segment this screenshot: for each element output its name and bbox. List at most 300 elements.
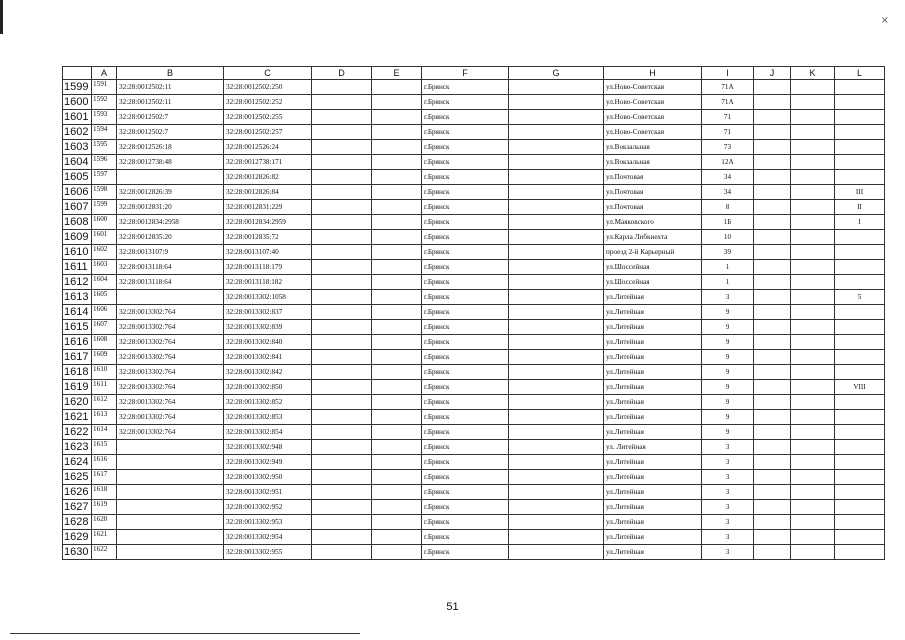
cell-b: 32:28:0013302:764 (117, 410, 224, 425)
row-number: 1607 (63, 200, 92, 215)
cell-a: 1598 (92, 185, 117, 200)
cell-c: 32:28:0013118:182 (224, 275, 312, 290)
cell-f: г.Брянск (422, 200, 509, 215)
cell-e (372, 185, 422, 200)
cell-f: г.Брянск (422, 455, 509, 470)
cell-d (312, 365, 372, 380)
cell-h: ул.Ново-Советская (604, 110, 702, 125)
table-row (63, 155, 885, 170)
cell-d (312, 395, 372, 410)
column-header-h: H (604, 67, 702, 80)
table-row (63, 305, 885, 320)
cell-c: 32:28:0013302:951 (224, 485, 312, 500)
cell-c: 32:28:0013107:40 (224, 245, 312, 260)
cell-b (117, 290, 224, 305)
cell-b: 32:28:0012526:18 (117, 140, 224, 155)
cell-i: 71А (702, 80, 754, 95)
cell-a: 1607 (92, 320, 117, 335)
cell-i: 9 (702, 350, 754, 365)
cell-b: 32:28:0012502:11 (117, 95, 224, 110)
cell-h: ул.Литейная (604, 470, 702, 485)
cell-a: 1595 (92, 140, 117, 155)
table-row (63, 95, 885, 110)
cell-d (312, 245, 372, 260)
table-row (63, 110, 885, 125)
cell-d (312, 155, 372, 170)
cell-l (835, 455, 885, 470)
column-header-k: K (791, 67, 835, 80)
cell-b (117, 545, 224, 560)
cell-h: ул.Литейная (604, 365, 702, 380)
row-number: 1604 (63, 155, 92, 170)
cell-i: 9 (702, 425, 754, 440)
cell-f: г.Брянск (422, 185, 509, 200)
row-number: 1621 (63, 410, 92, 425)
cell-g (509, 515, 604, 530)
cell-j (754, 500, 791, 515)
cell-e (372, 500, 422, 515)
cell-e (372, 290, 422, 305)
cell-e (372, 515, 422, 530)
cell-e (372, 110, 422, 125)
cell-j (754, 365, 791, 380)
table-row (63, 365, 885, 380)
cell-l: VIII (835, 380, 885, 395)
cell-l: I (835, 215, 885, 230)
table-row (63, 290, 885, 305)
cell-c: 32:28:0013302:950 (224, 470, 312, 485)
cell-b: 32:28:0012834:2958 (117, 215, 224, 230)
cell-g (509, 425, 604, 440)
table-row (63, 530, 885, 545)
cell-a: 1618 (92, 485, 117, 500)
cell-g (509, 395, 604, 410)
cell-e (372, 245, 422, 260)
cell-h: ул.Литейная (604, 425, 702, 440)
cell-b (117, 515, 224, 530)
cell-d (312, 215, 372, 230)
cell-h: ул.Литейная (604, 530, 702, 545)
cell-k (791, 80, 835, 95)
cell-c: 32:28:0013302:852 (224, 395, 312, 410)
cell-l (835, 230, 885, 245)
cell-h: ул.Маяковского (604, 215, 702, 230)
cell-f: г.Брянск (422, 320, 509, 335)
cell-e (372, 230, 422, 245)
cell-c: 32:28:0013302:949 (224, 455, 312, 470)
cell-g (509, 530, 604, 545)
cell-g (509, 440, 604, 455)
cell-f: г.Брянск (422, 215, 509, 230)
cell-d (312, 545, 372, 560)
cell-g (509, 185, 604, 200)
cell-h: ул.Вокзальная (604, 155, 702, 170)
cell-f: г.Брянск (422, 365, 509, 380)
row-number: 1623 (63, 440, 92, 455)
row-number: 1603 (63, 140, 92, 155)
cell-k (791, 425, 835, 440)
cell-d (312, 125, 372, 140)
cell-e (372, 470, 422, 485)
cell-c: 32:28:0012834:2959 (224, 215, 312, 230)
cell-l (835, 350, 885, 365)
cell-h: ул.Шоссейная (604, 275, 702, 290)
column-header-f: F (422, 67, 509, 80)
cell-f: г.Брянск (422, 470, 509, 485)
cell-j (754, 425, 791, 440)
cell-i: 9 (702, 395, 754, 410)
cell-g (509, 455, 604, 470)
cell-c: 32:28:0012826:82 (224, 170, 312, 185)
cell-k (791, 140, 835, 155)
cell-b: 32:28:0013302:764 (117, 305, 224, 320)
cell-j (754, 395, 791, 410)
cell-g (509, 410, 604, 425)
cell-j (754, 215, 791, 230)
cell-e (372, 410, 422, 425)
cell-h: ул.Литейная (604, 500, 702, 515)
row-number: 1626 (63, 485, 92, 500)
cell-l (835, 545, 885, 560)
cell-l: II (835, 200, 885, 215)
cell-k (791, 155, 835, 170)
cell-h: ул.Карла Либкнехта (604, 230, 702, 245)
cell-l (835, 500, 885, 515)
cell-i: 71А (702, 95, 754, 110)
cell-a: 1621 (92, 530, 117, 545)
row-number: 1617 (63, 350, 92, 365)
cell-i: 9 (702, 320, 754, 335)
row-number: 1629 (63, 530, 92, 545)
cell-g (509, 125, 604, 140)
cell-c: 32:28:0013302:839 (224, 320, 312, 335)
cell-c: 32:28:0012526:24 (224, 140, 312, 155)
cell-h: ул.Литейная (604, 320, 702, 335)
cell-b (117, 170, 224, 185)
cell-c: 32:28:0013302:842 (224, 365, 312, 380)
cell-d (312, 290, 372, 305)
cell-a: 1612 (92, 395, 117, 410)
cell-a: 1591 (92, 80, 117, 95)
cell-k (791, 440, 835, 455)
cell-g (509, 245, 604, 260)
table-row (63, 80, 885, 95)
cell-a: 1602 (92, 245, 117, 260)
cell-d (312, 305, 372, 320)
column-header-g: G (509, 67, 604, 80)
cell-d (312, 470, 372, 485)
cell-a: 1594 (92, 125, 117, 140)
cell-g (509, 275, 604, 290)
cell-g (509, 260, 604, 275)
cell-e (372, 335, 422, 350)
cell-j (754, 440, 791, 455)
cell-k (791, 200, 835, 215)
cell-b (117, 470, 224, 485)
cell-c: 32:28:0012502:252 (224, 95, 312, 110)
cell-g (509, 380, 604, 395)
row-number: 1611 (63, 260, 92, 275)
cell-h: ул.Литейная (604, 290, 702, 305)
cell-k (791, 275, 835, 290)
cell-k (791, 470, 835, 485)
cell-f: г.Брянск (422, 80, 509, 95)
cell-k (791, 500, 835, 515)
cell-j (754, 410, 791, 425)
table-row (63, 425, 885, 440)
column-header-c: C (224, 67, 312, 80)
cell-j (754, 305, 791, 320)
cell-f: г.Брянск (422, 545, 509, 560)
row-number: 1620 (63, 395, 92, 410)
cell-k (791, 260, 835, 275)
cell-c: 32:28:0013302:955 (224, 545, 312, 560)
cell-e (372, 215, 422, 230)
row-number: 1614 (63, 305, 92, 320)
cell-g (509, 215, 604, 230)
column-header-d: D (312, 67, 372, 80)
table-row (63, 125, 885, 140)
cell-g (509, 140, 604, 155)
cell-l (835, 140, 885, 155)
cell-g (509, 290, 604, 305)
cell-a: 1611 (92, 380, 117, 395)
cell-e (372, 545, 422, 560)
cell-f: г.Брянск (422, 245, 509, 260)
cell-a: 1605 (92, 290, 117, 305)
cell-h: ул.Литейная (604, 515, 702, 530)
cell-e (372, 155, 422, 170)
cell-b: 32:28:0012835:20 (117, 230, 224, 245)
cell-j (754, 185, 791, 200)
cell-k (791, 545, 835, 560)
cell-f: г.Брянск (422, 335, 509, 350)
cell-e (372, 200, 422, 215)
cell-b (117, 500, 224, 515)
row-number: 1601 (63, 110, 92, 125)
cell-k (791, 245, 835, 260)
row-number: 1605 (63, 170, 92, 185)
cell-e (372, 440, 422, 455)
cell-c: 32:28:0012502:257 (224, 125, 312, 140)
cell-k (791, 530, 835, 545)
cell-k (791, 215, 835, 230)
cell-d (312, 230, 372, 245)
cell-c: 32:28:0012502:255 (224, 110, 312, 125)
cell-f: г.Брянск (422, 500, 509, 515)
row-number: 1609 (63, 230, 92, 245)
table-row (63, 440, 885, 455)
cell-e (372, 305, 422, 320)
cell-l (835, 155, 885, 170)
cell-i: 34 (702, 170, 754, 185)
cell-l (835, 365, 885, 380)
cell-k (791, 365, 835, 380)
cell-e (372, 95, 422, 110)
cell-e (372, 365, 422, 380)
cell-c: 32:28:0012738:171 (224, 155, 312, 170)
row-number: 1628 (63, 515, 92, 530)
cell-h: ул.Литейная (604, 350, 702, 365)
cell-b: 32:28:0013302:764 (117, 320, 224, 335)
table-row (63, 545, 885, 560)
table-row (63, 350, 885, 365)
cell-h: ул.Литейная (604, 380, 702, 395)
cell-e (372, 170, 422, 185)
cell-a: 1599 (92, 200, 117, 215)
cell-f: г.Брянск (422, 155, 509, 170)
cell-g (509, 365, 604, 380)
cell-l: III (835, 185, 885, 200)
cell-j (754, 350, 791, 365)
cell-a: 1614 (92, 425, 117, 440)
table-row (63, 215, 885, 230)
cell-f: г.Брянск (422, 170, 509, 185)
cell-l (835, 95, 885, 110)
row-number: 1599 (63, 80, 92, 95)
cell-g (509, 470, 604, 485)
cell-a: 1592 (92, 95, 117, 110)
table-row (63, 335, 885, 350)
cell-d (312, 110, 372, 125)
table-row (63, 260, 885, 275)
cell-j (754, 290, 791, 305)
cell-i: 3 (702, 455, 754, 470)
cell-f: г.Брянск (422, 350, 509, 365)
cell-k (791, 95, 835, 110)
cell-h: ул.Почтовая (604, 170, 702, 185)
cell-h: ул.Литейная (604, 545, 702, 560)
cell-i: 3 (702, 290, 754, 305)
cell-e (372, 275, 422, 290)
cell-b: 32:28:0013118:64 (117, 275, 224, 290)
cell-e (372, 380, 422, 395)
cell-c: 32:28:0013118:179 (224, 260, 312, 275)
cell-e (372, 80, 422, 95)
cell-d (312, 200, 372, 215)
cell-g (509, 335, 604, 350)
cell-l (835, 260, 885, 275)
cell-i: 34 (702, 185, 754, 200)
cell-d (312, 485, 372, 500)
cell-a: 1604 (92, 275, 117, 290)
row-number: 1622 (63, 425, 92, 440)
cell-j (754, 125, 791, 140)
cell-d (312, 440, 372, 455)
page-number: 51 (446, 601, 459, 613)
cell-l (835, 110, 885, 125)
cell-c: 32:28:0013302:948 (224, 440, 312, 455)
row-number: 1625 (63, 470, 92, 485)
cell-g (509, 170, 604, 185)
cell-a: 1609 (92, 350, 117, 365)
cell-l (835, 335, 885, 350)
cell-b: 32:28:0012738:48 (117, 155, 224, 170)
cell-a: 1603 (92, 260, 117, 275)
cell-f: г.Брянск (422, 110, 509, 125)
cell-a: 1617 (92, 470, 117, 485)
cell-h: проезд 2-й Карьерный (604, 245, 702, 260)
corner-cell (63, 67, 92, 80)
cell-d (312, 425, 372, 440)
cell-b: 32:28:0012502:7 (117, 125, 224, 140)
cell-i: 9 (702, 410, 754, 425)
cell-d (312, 260, 372, 275)
table-row (63, 245, 885, 260)
cell-j (754, 245, 791, 260)
cell-i: 8 (702, 200, 754, 215)
cell-b: 32:28:0013302:764 (117, 335, 224, 350)
cell-j (754, 170, 791, 185)
cell-g (509, 485, 604, 500)
cell-e (372, 530, 422, 545)
cell-f: г.Брянск (422, 95, 509, 110)
cell-a: 1622 (92, 545, 117, 560)
cell-c: 32:28:0013302:854 (224, 425, 312, 440)
table-row (63, 455, 885, 470)
cell-g (509, 350, 604, 365)
cell-b: 32:28:0013118:64 (117, 260, 224, 275)
cell-k (791, 380, 835, 395)
cell-f: г.Брянск (422, 485, 509, 500)
cell-d (312, 95, 372, 110)
column-header-e: E (372, 67, 422, 80)
cell-b (117, 455, 224, 470)
cell-k (791, 290, 835, 305)
cell-e (372, 320, 422, 335)
column-header-row (63, 67, 885, 80)
cell-l (835, 395, 885, 410)
cell-j (754, 140, 791, 155)
cell-l (835, 530, 885, 545)
cell-i: 9 (702, 305, 754, 320)
cell-i: 3 (702, 530, 754, 545)
cell-a: 1619 (92, 500, 117, 515)
column-header-a: A (92, 67, 117, 80)
cell-a: 1613 (92, 410, 117, 425)
cell-d (312, 320, 372, 335)
cell-k (791, 395, 835, 410)
cell-g (509, 200, 604, 215)
cell-e (372, 350, 422, 365)
table-row (63, 230, 885, 245)
column-header-j: J (754, 67, 791, 80)
cell-f: г.Брянск (422, 140, 509, 155)
cell-i: 3 (702, 545, 754, 560)
cell-b: 32:28:0012502:11 (117, 80, 224, 95)
column-header-i: I (702, 67, 754, 80)
cell-b: 32:28:0013107:9 (117, 245, 224, 260)
cell-k (791, 110, 835, 125)
table-row (63, 470, 885, 485)
cell-j (754, 200, 791, 215)
cell-h: ул.Литейная (604, 485, 702, 500)
cell-h: ул.Почтовая (604, 185, 702, 200)
cell-a: 1606 (92, 305, 117, 320)
cell-g (509, 110, 604, 125)
cell-b: 32:28:0013302:764 (117, 395, 224, 410)
row-number: 1618 (63, 365, 92, 380)
cell-j (754, 530, 791, 545)
cell-c: 32:28:0013302:840 (224, 335, 312, 350)
cell-h: ул.Шоссейная (604, 260, 702, 275)
cell-j (754, 470, 791, 485)
cell-g (509, 545, 604, 560)
cell-a: 1615 (92, 440, 117, 455)
cell-j (754, 80, 791, 95)
cell-g (509, 80, 604, 95)
cell-f: г.Брянск (422, 530, 509, 545)
